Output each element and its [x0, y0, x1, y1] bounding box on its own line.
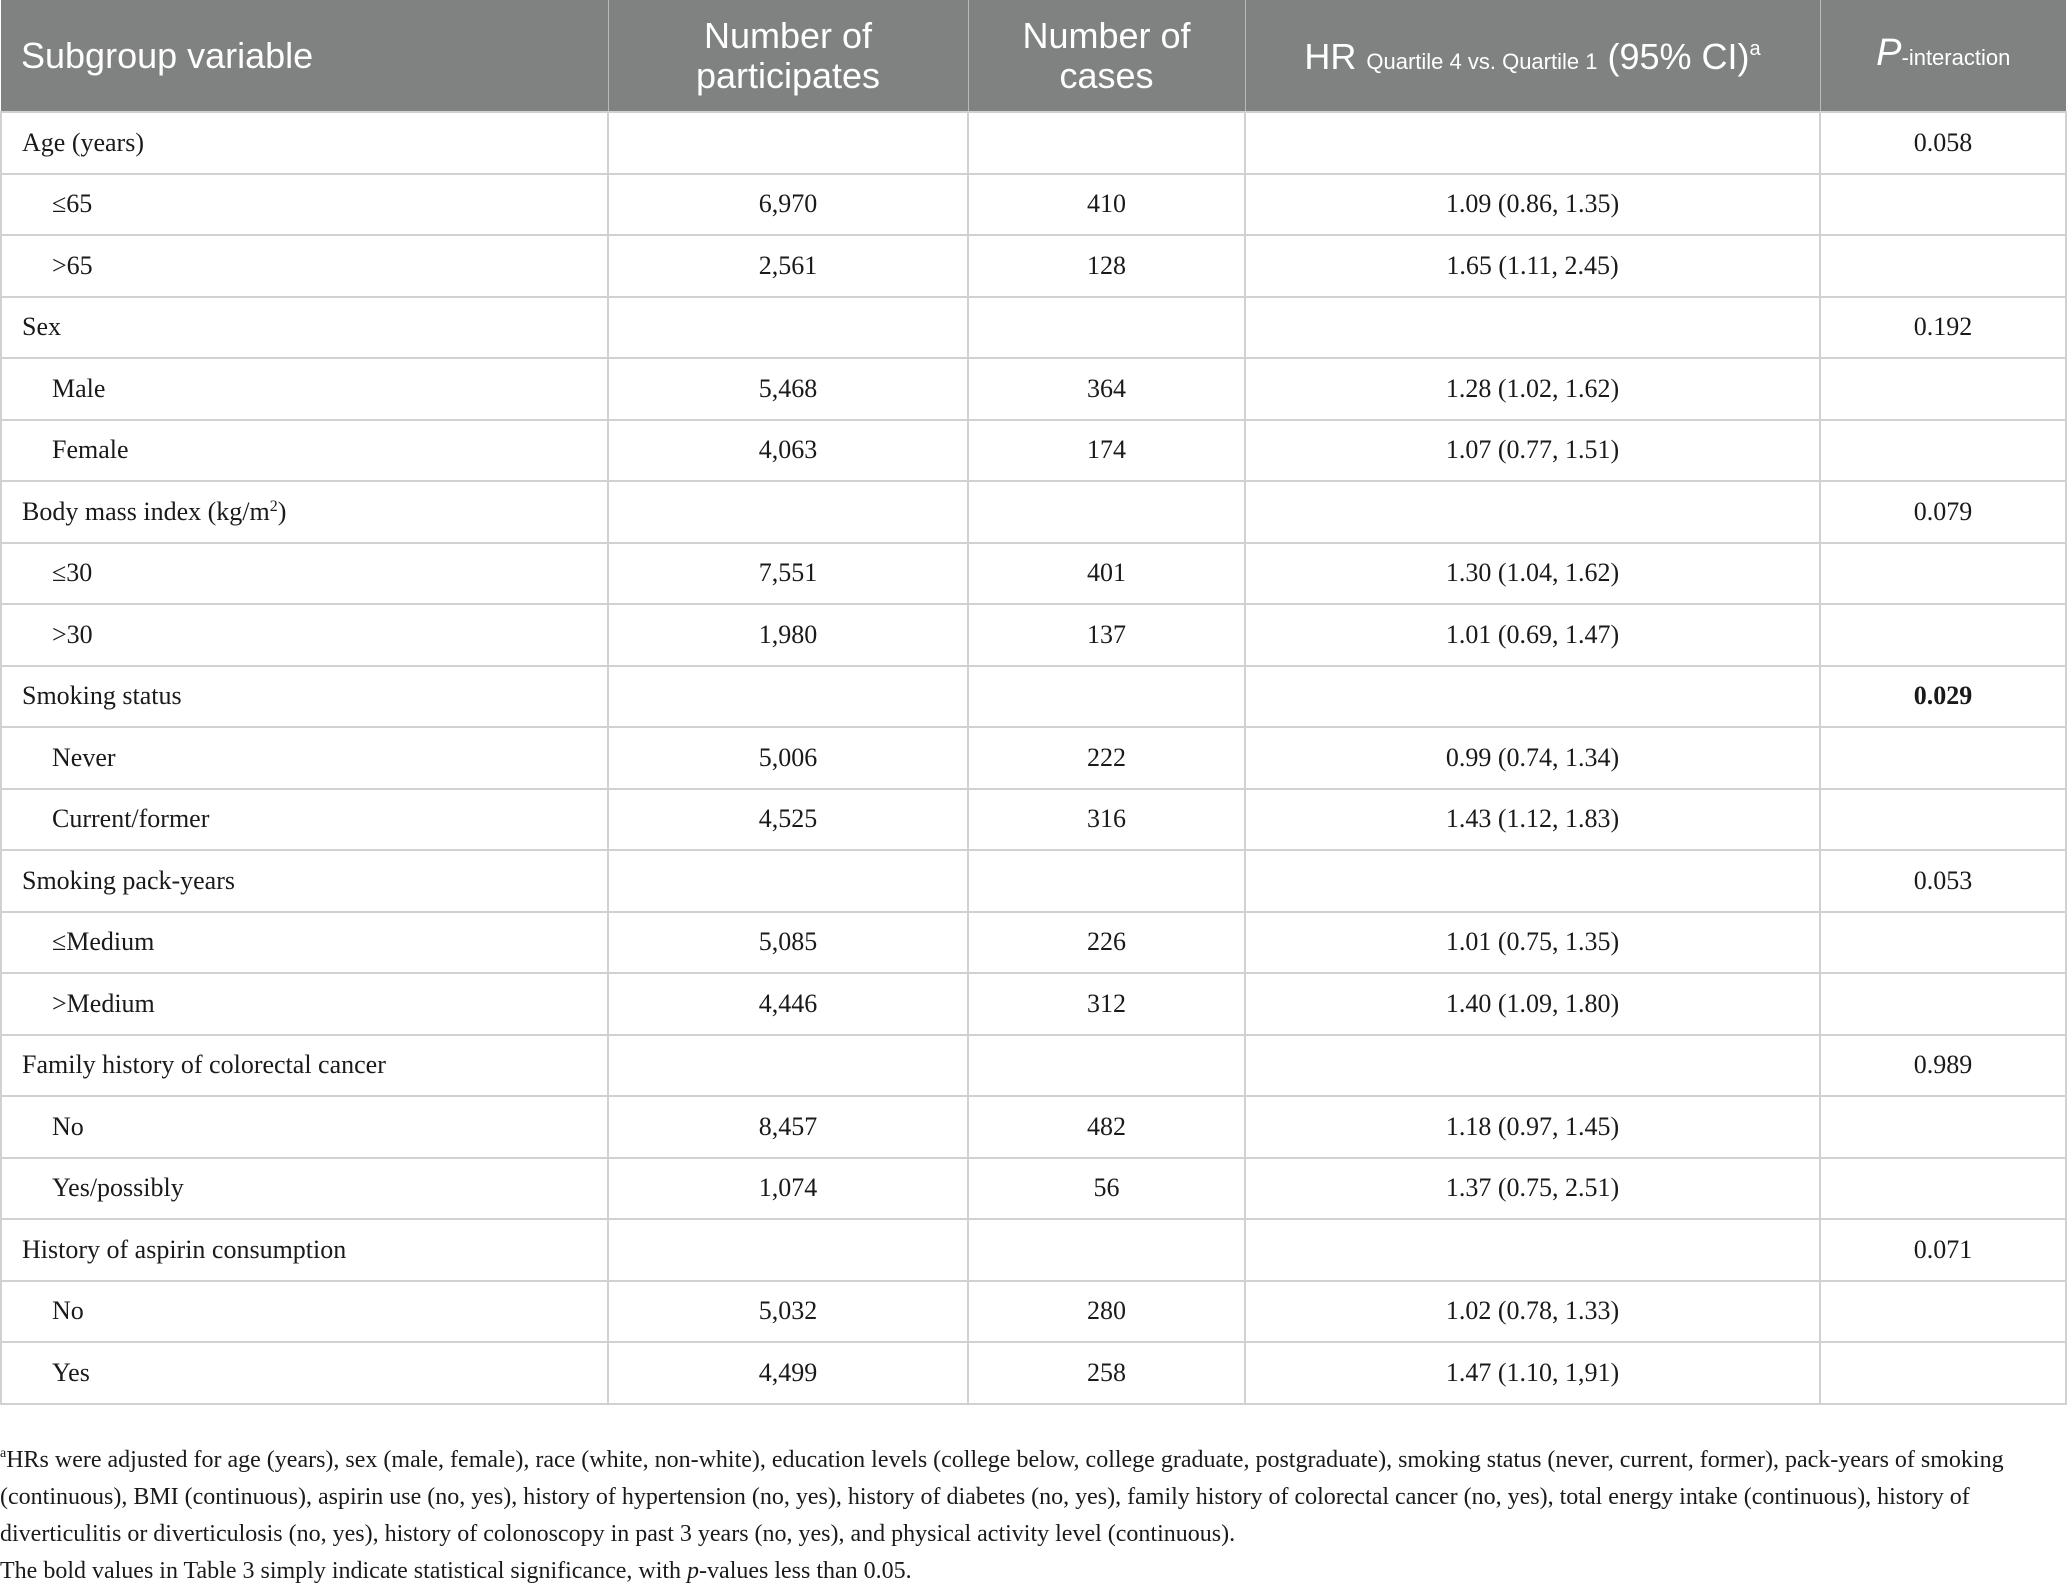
cell-participants — [608, 112, 968, 174]
header-row — [1, 0, 2066, 112]
cell-participants: 5,006 — [608, 727, 968, 789]
cell-subgroup-label — [1, 543, 608, 605]
cell-participants — [608, 481, 968, 543]
cell-p-interaction — [1820, 604, 2066, 666]
cell-cases: 226 — [968, 912, 1245, 974]
cell-cases — [968, 1219, 1245, 1281]
cell-subgroup-label — [1, 912, 608, 974]
header-hr-footnote-marker: a — [1749, 38, 1761, 60]
cell-hazard-ratio: 0.99 (0.74, 1.34) — [1245, 727, 1820, 789]
cell-p-interaction: 0.058 — [1820, 112, 2066, 174]
cell-subgroup-label — [1, 235, 608, 297]
cell-hazard-ratio: 1.01 (0.75, 1.35) — [1245, 912, 1820, 974]
label-text: No — [52, 1296, 84, 1326]
label-text-after: ) — [277, 496, 287, 526]
table-row — [1, 358, 2066, 420]
cell-subgroup-label — [1, 1281, 608, 1343]
cell-cases — [968, 666, 1245, 728]
table-row — [1, 420, 2066, 482]
cell-hazard-ratio — [1245, 1035, 1820, 1097]
cell-subgroup-label — [1, 1096, 608, 1158]
cell-p-interaction — [1820, 1342, 2066, 1404]
cell-participants: 4,525 — [608, 789, 968, 851]
label-text: Body mass index (kg/m — [22, 496, 270, 526]
table-body — [1, 112, 2066, 1404]
label-text: ≤Medium — [52, 927, 155, 957]
table-group-row — [1, 1035, 2066, 1097]
cell-hazard-ratio: 1.09 (0.86, 1.35) — [1245, 174, 1820, 236]
cell-cases: 410 — [968, 174, 1245, 236]
table-group-row — [1, 1219, 2066, 1281]
footnote-bold-text-post: -values less than 0.05. — [699, 1558, 912, 1584]
cell-hazard-ratio: 1.65 (1.11, 2.45) — [1245, 235, 1820, 297]
table-group-row — [1, 666, 2066, 728]
footnote-bold-values — [0, 1553, 2050, 1590]
cell-cases: 137 — [968, 604, 1245, 666]
cell-subgroup-label — [1, 727, 608, 789]
header-hr-quartile-comparison: Quartile 4 vs. Quartile 1 — [1366, 49, 1598, 74]
cell-subgroup-label — [1, 1342, 608, 1404]
cell-cases — [968, 481, 1245, 543]
cell-hazard-ratio — [1245, 481, 1820, 543]
table-row — [1, 604, 2066, 666]
cell-participants: 7,551 — [608, 543, 968, 605]
cell-participants: 5,032 — [608, 1281, 968, 1343]
cell-hazard-ratio: 1.07 (0.77, 1.51) — [1245, 420, 1820, 482]
table-row — [1, 1158, 2066, 1220]
cell-p-interaction — [1820, 973, 2066, 1035]
label-text: Sex — [22, 312, 61, 342]
cell-hazard-ratio — [1245, 112, 1820, 174]
cell-participants: 4,499 — [608, 1342, 968, 1404]
cell-cases — [968, 297, 1245, 359]
cell-hazard-ratio: 1.40 (1.09, 1.80) — [1245, 973, 1820, 1035]
label-text: Age (years) — [22, 127, 144, 157]
footnote-adjustment-text: HRs were adjusted for age (years), sex (male, female), race (white, non-white), education levels (college below, college graduate, postgraduate), smoking status (never, current, former), pack-years of smoking (continuous), BMI (continuous), aspirin use (no, yes), history of hypertension (no, yes), history of diabetes (no, yes), family history of colorectal cancer (no, yes), total energy intake (continuous), history of diverticulitis or diverticulosis (no, yes), history of colonoscopy in past 3 years (no, yes), and physical activity level (continuous). — [0, 1447, 2004, 1547]
label-text: ≤65 — [52, 189, 93, 219]
cell-cases: 56 — [968, 1158, 1245, 1220]
table-row — [1, 1342, 2066, 1404]
table-row — [1, 789, 2066, 851]
cell-participants: 1,980 — [608, 604, 968, 666]
label-text: ≤30 — [52, 558, 93, 588]
cell-hazard-ratio: 1.37 (0.75, 2.51) — [1245, 1158, 1820, 1220]
cell-participants: 5,085 — [608, 912, 968, 974]
table-row — [1, 543, 2066, 605]
cell-participants — [608, 666, 968, 728]
label-text: >Medium — [52, 988, 155, 1018]
cell-cases: 258 — [968, 1342, 1245, 1404]
cell-subgroup-label — [1, 973, 608, 1035]
cell-cases: 222 — [968, 727, 1245, 789]
cell-hazard-ratio: 1.28 (1.02, 1.62) — [1245, 358, 1820, 420]
cell-participants: 4,063 — [608, 420, 968, 482]
table-group-row — [1, 297, 2066, 359]
header-number-of-cases: Number of cases — [968, 0, 1245, 112]
table-row — [1, 1096, 2066, 1158]
cell-p-interaction: 0.079 — [1820, 481, 2066, 543]
cell-cases: 174 — [968, 420, 1245, 482]
cell-participants: 5,468 — [608, 358, 968, 420]
label-text: Never — [52, 742, 116, 772]
cell-participants — [608, 297, 968, 359]
label-text: Yes/possibly — [52, 1173, 184, 1203]
cell-cases: 312 — [968, 973, 1245, 1035]
header-hr-ci: (95% CI) — [1607, 36, 1750, 77]
cell-hazard-ratio: 1.43 (1.12, 1.83) — [1245, 789, 1820, 851]
table-row — [1, 1281, 2066, 1343]
cell-p-interaction: 0.053 — [1820, 850, 2066, 912]
label-text: Smoking status — [22, 681, 182, 711]
cell-cases — [968, 112, 1245, 174]
cell-subgroup-label — [1, 420, 608, 482]
cell-cases: 316 — [968, 789, 1245, 851]
footnote-bold-text-pre: The bold values in Table 3 simply indicate statistical significance, with — [0, 1558, 688, 1584]
cell-participants — [608, 1219, 968, 1281]
header-hazard-ratio — [1245, 0, 1820, 112]
cell-p-interaction — [1820, 1158, 2066, 1220]
cell-cases — [968, 1035, 1245, 1097]
cell-subgroup-label — [1, 297, 608, 359]
cell-p-interaction — [1820, 235, 2066, 297]
cell-subgroup-label — [1, 481, 608, 543]
cell-hazard-ratio — [1245, 297, 1820, 359]
cell-p-interaction — [1820, 358, 2066, 420]
cell-p-interaction — [1820, 1096, 2066, 1158]
cell-participants: 4,446 — [608, 973, 968, 1035]
footnote-marker-a: a — [0, 1446, 7, 1461]
cell-cases — [968, 850, 1245, 912]
cell-hazard-ratio — [1245, 666, 1820, 728]
cell-hazard-ratio: 1.47 (1.10, 1,91) — [1245, 1342, 1820, 1404]
cell-cases: 364 — [968, 358, 1245, 420]
cell-p-interaction: 0.192 — [1820, 297, 2066, 359]
cell-subgroup-label — [1, 174, 608, 236]
label-text: >30 — [52, 619, 93, 649]
label-text: Current/former — [52, 804, 210, 834]
cell-p-interaction: 0.989 — [1820, 1035, 2066, 1097]
cell-p-interaction — [1820, 174, 2066, 236]
label-superscript: 2 — [269, 497, 278, 515]
cell-hazard-ratio: 1.18 (0.97, 1.45) — [1245, 1096, 1820, 1158]
cell-participants — [608, 1035, 968, 1097]
cell-subgroup-label — [1, 666, 608, 728]
footnote-adjustment — [0, 1435, 2050, 1553]
cell-p-interaction — [1820, 420, 2066, 482]
cell-cases: 280 — [968, 1281, 1245, 1343]
header-p-subscript: -interaction — [1901, 45, 2011, 70]
cell-subgroup-label — [1, 1035, 608, 1097]
cell-subgroup-label — [1, 789, 608, 851]
header-p-interaction — [1820, 0, 2066, 112]
cell-p-interaction: 0.029 — [1820, 666, 2066, 728]
cell-participants: 6,970 — [608, 174, 968, 236]
header-subgroup-variable: Subgroup variable — [1, 0, 608, 112]
cell-p-interaction — [1820, 727, 2066, 789]
table-row — [1, 727, 2066, 789]
cell-participants — [608, 850, 968, 912]
cell-subgroup-label — [1, 850, 608, 912]
cell-hazard-ratio — [1245, 1219, 1820, 1281]
cell-p-interaction — [1820, 1281, 2066, 1343]
cell-cases: 401 — [968, 543, 1245, 605]
cell-cases: 128 — [968, 235, 1245, 297]
table-row — [1, 174, 2066, 236]
cell-participants: 8,457 — [608, 1096, 968, 1158]
header-number-of-participates: Number of participates — [608, 0, 968, 112]
table-group-row — [1, 481, 2066, 543]
cell-hazard-ratio — [1245, 850, 1820, 912]
cell-hazard-ratio: 1.30 (1.04, 1.62) — [1245, 543, 1820, 605]
table-row — [1, 973, 2066, 1035]
label-text: Family history of colorectal cancer — [22, 1050, 386, 1080]
table-group-row — [1, 112, 2066, 174]
label-text: >65 — [52, 250, 93, 280]
cell-subgroup-label — [1, 604, 608, 666]
header-hr-label: HR — [1304, 36, 1357, 77]
cell-subgroup-label — [1, 112, 608, 174]
cell-cases: 482 — [968, 1096, 1245, 1158]
table-row — [1, 235, 2066, 297]
label-text: Female — [52, 435, 129, 465]
cell-p-interaction — [1820, 789, 2066, 851]
label-text: History of aspirin consumption — [22, 1234, 347, 1264]
header-p-label: P — [1876, 32, 1902, 74]
table-footnote — [0, 1435, 2050, 1590]
cell-participants: 1,074 — [608, 1158, 968, 1220]
cell-participants: 2,561 — [608, 235, 968, 297]
cell-hazard-ratio: 1.01 (0.69, 1.47) — [1245, 604, 1820, 666]
table-group-row — [1, 850, 2066, 912]
cell-p-interaction — [1820, 912, 2066, 974]
label-text: Smoking pack-years — [22, 865, 236, 895]
table-header — [1, 0, 2066, 112]
table-row — [1, 912, 2066, 974]
cell-subgroup-label — [1, 1158, 608, 1220]
footnote-bold-text-p: p — [687, 1558, 700, 1584]
cell-hazard-ratio: 1.02 (0.78, 1.33) — [1245, 1281, 1820, 1343]
cell-subgroup-label — [1, 358, 608, 420]
label-text: Yes — [52, 1357, 90, 1387]
label-text: No — [52, 1111, 84, 1141]
cell-subgroup-label — [1, 1219, 608, 1281]
cell-p-interaction: 0.071 — [1820, 1219, 2066, 1281]
cell-p-interaction — [1820, 543, 2066, 605]
label-text: Male — [52, 373, 106, 403]
